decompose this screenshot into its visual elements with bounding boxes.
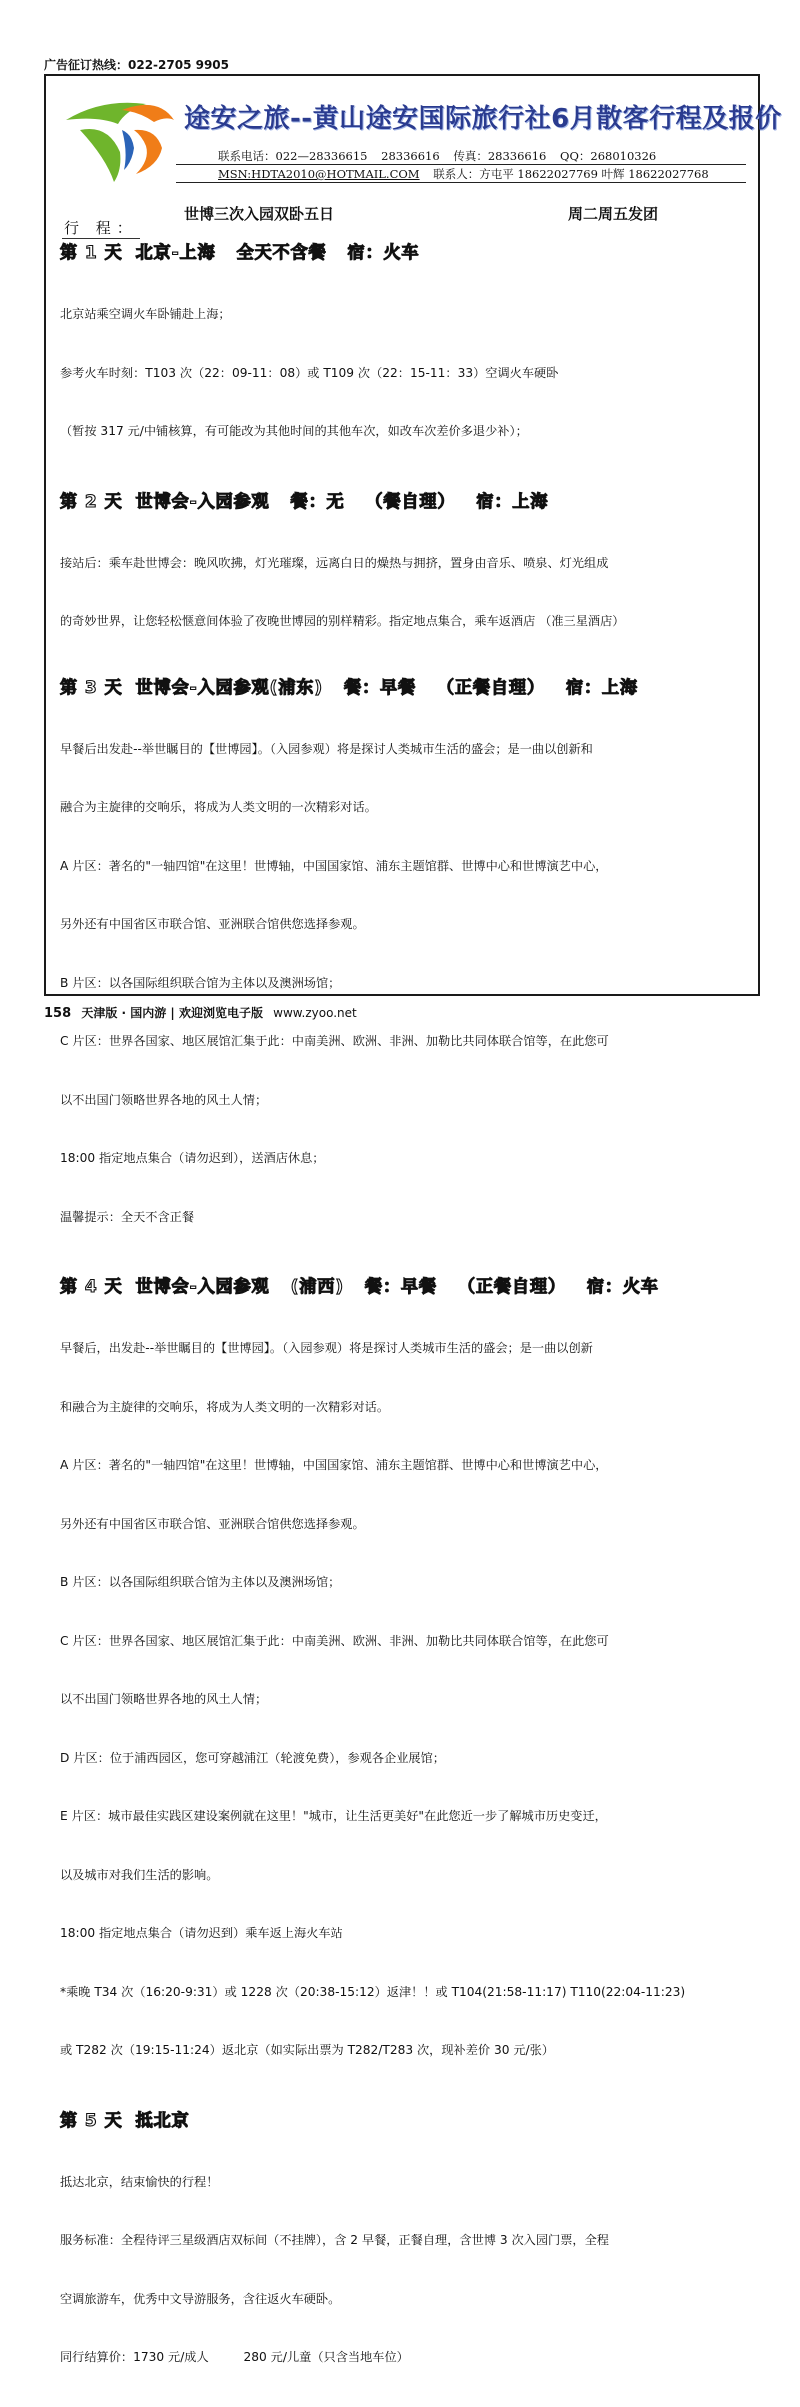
page-number: 158: [44, 1006, 72, 1021]
day-3-heading: [60, 673, 750, 697]
text-line: 早餐后出发赴--举世瞩目的【世博园】。（入园参观）将是探讨人类城市生活的盛会；是一曲以创新和: [60, 741, 593, 756]
day-5-text: [60, 2134, 750, 2407]
day-route: 世博会-入园参观: [135, 491, 270, 512]
text-line: D 片区：位于浦西园区，您可穿越浦江（轮渡免费），参观各企业展馆；: [60, 1750, 445, 1765]
text-line: 北京站乘空调火车卧铺赴上海；: [60, 307, 231, 321]
contact-phone-2: 28336616: [381, 149, 440, 163]
day-area: (浦西): [290, 1277, 345, 1297]
text-line: 抵达北京，结束愉快的行程！: [60, 2174, 219, 2189]
text-line: 接站后：乘车赴世博会：晚风吹拂，灯光璀璨，远离白日的燥热与拥挤，置身由音乐、喷泉、灯光组成: [60, 555, 609, 570]
day-lodging: 宿：上海: [476, 491, 549, 512]
text-line: A 片区：著名的"一轴四馆"在这里！世博轴，中国国家馆、浦东主题馆群、世博中心和世博演艺中心，: [60, 858, 608, 873]
contact-qq: QQ：268010326: [560, 149, 657, 163]
page-title: 途安之旅--黄山途安国际旅行社6月散客行程及报价: [184, 104, 782, 134]
text-line: 温馨提示：全天不含正餐: [60, 1209, 195, 1224]
contact-person: 联系人：方屯平 18622027769 叶辉 18622027768: [433, 167, 709, 181]
day-lodging: 宿：火车: [347, 243, 420, 263]
text-line: *乘晚 T34 次（16:20-9:31）或 1228 次（20:38-15:12）返津！！或 T104(21:58-11:17) T110(22:04-11:23): [60, 1984, 686, 1999]
day-meals-note: （正餐自理）: [457, 1277, 566, 1297]
day-meals: 全天不含餐: [236, 243, 327, 263]
day-route: 抵北京: [135, 2110, 190, 2131]
day-number: 第 2 天: [60, 491, 123, 512]
day-4-text: [60, 1300, 750, 2100]
text-line: （暂按 317 元/中铺核算，有可能改为其他时间的其他车次，如改车次差价多退少补）；: [60, 424, 528, 438]
day-meals: 餐：早餐: [365, 1277, 438, 1297]
text-line: C 片区：世界各国家、地区展馆汇集于此：中南美洲、欧洲、非洲、加勒比共同体联合馆等，在此您可: [60, 1034, 609, 1048]
text-line: 或 T282 次（19:15-11:24）返北京（如实际出票为 T282/T283 次，现补差价 30 元/张）: [60, 2043, 555, 2057]
day-5-heading: [60, 2106, 750, 2130]
day-lodging: 宿：上海: [565, 677, 638, 698]
contact-info-2: [218, 166, 719, 182]
text-line: 参考火车时刻：T103 次（22：09-11：08）或 T109 次（22：15-11：33）空调火车硬卧: [60, 365, 559, 380]
text-line: 以不出国门领略世界各地的风土人情；: [60, 1692, 268, 1706]
footer-text: 天津版 · 国内游 | 欢迎浏览电子版: [81, 1006, 263, 1020]
tour-name: 世博三次入园双卧五日: [184, 205, 335, 223]
day-meals-note: （餐自理）: [365, 491, 456, 512]
day-2-text: [60, 515, 750, 671]
text-line: E 片区：城市最佳实践区建设案例就在这里！"城市，让生活更美好"在此您近一步了解城市历史变迁，: [60, 1809, 607, 1823]
contact-fax: 传真：28336616: [453, 149, 547, 163]
day-route: 世博会-入园参观: [135, 1277, 270, 1297]
divider: [176, 164, 746, 165]
text-line: 18:00 指定地点集合（请勿迟到），送酒店休息；: [60, 1151, 325, 1165]
text-line: 另外还有中国省区市联合馆、亚洲联合馆供您选择参观。: [60, 917, 365, 931]
day-2-heading: [60, 487, 750, 511]
text-line: 18:00 指定地点集合（请勿迟到）乘车返上海火车站: [60, 1926, 343, 1940]
day-3-text: [60, 701, 750, 1267]
day-meals: 餐：早餐: [344, 677, 417, 698]
day-4-heading: [60, 1272, 750, 1296]
day-meals: 餐：无: [290, 491, 345, 512]
day-1-text: [60, 266, 750, 481]
text-line: 另外还有中国省区市联合馆、亚洲联合馆供您选择参观。: [60, 1516, 365, 1531]
text-line: 融合为主旋律的交响乐，将成为人类文明的一次精彩对话。: [60, 800, 377, 814]
text-line: 和融合为主旋律的交响乐，将成为人类文明的一次精彩对话。: [60, 1399, 390, 1414]
text-line: 同行结算价：1730 元/成人 280 元/儿童（只含当地车位）: [60, 2350, 409, 2364]
text-line: 以不出国门领略世界各地的风土人情；: [60, 1092, 268, 1107]
text-line: A 片区：著名的"一轴四馆"在这里！世博轴，中国国家馆、浦东主题馆群、世博中心和世博演艺中心，: [60, 1458, 608, 1472]
day-1-heading: [60, 238, 750, 262]
divider: [176, 182, 746, 183]
day-number: 第 4 天: [60, 1277, 123, 1297]
text-line: 的奇妙世界，让您轻松惬意间体验了夜晚世博园的别样精彩。指定地点集合，乘车返酒店 （准三星酒店）: [60, 614, 625, 628]
text-line: 以及城市对我们生活的影响。: [60, 1867, 219, 1882]
itinerary-content: [60, 236, 750, 2407]
contact-info: [218, 148, 666, 164]
text-line: C 片区：世界各国家、地区展馆汇集于此：中南美洲、欧洲、非洲、加勒比共同体联合馆等，在此您可: [60, 1633, 609, 1648]
day-route: 北京-上海: [135, 243, 216, 263]
travel-agency-logo: [62, 90, 178, 186]
text-line: B 片区：以各国际组织联合馆为主体以及澳洲场馆；: [60, 975, 341, 990]
day-route: 世博会-入园参观(浦东): [135, 677, 324, 698]
day-number: 第 3 天: [60, 677, 123, 698]
day-meals-note: （正餐自理）: [437, 677, 546, 698]
day-number: 第 5 天: [60, 2110, 123, 2131]
day-number: 第 1 天: [60, 243, 123, 263]
itinerary-label: 行 程：: [64, 219, 138, 237]
text-line: 空调旅游车，优秀中文导游服务，含往返火车硬卧。: [60, 2291, 341, 2306]
day-lodging: 宿：火车: [586, 1277, 659, 1297]
msn-link[interactable]: MSN:HDTA2010@HOTMAIL.COM: [218, 167, 420, 181]
ad-hotline: 广告征订热线：022-2705 9905: [44, 58, 230, 72]
page-footer: [44, 1004, 357, 1021]
footer-url[interactable]: www.zyoo.net: [273, 1006, 357, 1020]
text-line: 服务标准：全程待评三星级酒店双标间（不挂牌），含 2 早餐，正餐自理，含世博 3 次入园门票，全程: [60, 2233, 609, 2247]
text-line: B 片区：以各国际组织联合馆为主体以及澳洲场馆；: [60, 1575, 341, 1589]
contact-phone: 联系电话：022—28336615: [218, 149, 368, 163]
departure-days: 周二周五发团: [568, 205, 659, 223]
text-line: 早餐后，出发赴--举世瞩目的【世博园】。（入园参观）将是探讨人类城市生活的盛会；是一曲以创新: [60, 1341, 593, 1355]
